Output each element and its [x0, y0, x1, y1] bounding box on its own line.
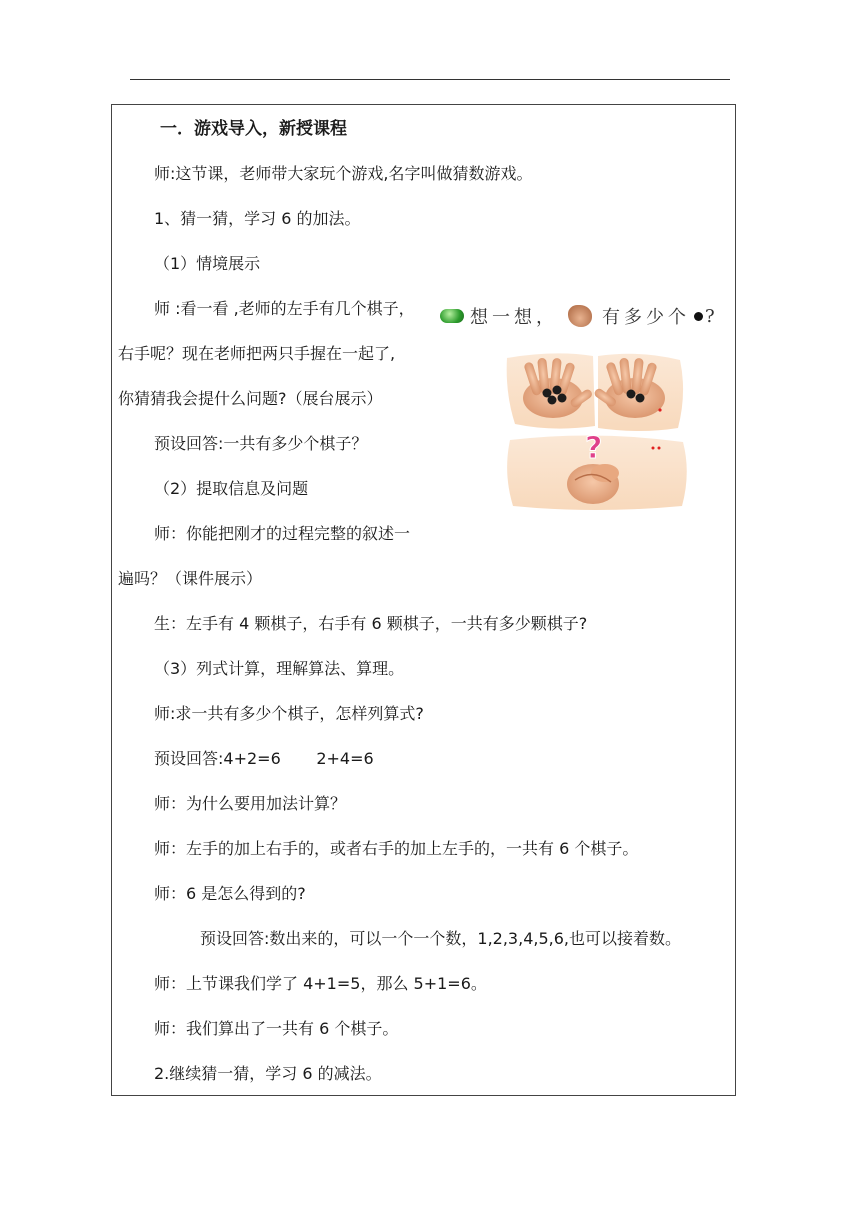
- caption-how-many: 有多少个: [602, 307, 690, 328]
- paragraph: （1）情境展示: [154, 254, 261, 273]
- hands-illustration: [435, 298, 745, 513]
- paragraph: 右手呢？现在老师把两只手握在一起了,: [118, 344, 396, 363]
- chess-piece: [627, 390, 636, 399]
- paragraph: 师:求一共有多少个棋子，怎样列算式?: [154, 704, 424, 723]
- paragraph: 预设回答:4+2=6 2+4=6: [154, 749, 374, 768]
- caption-question: ?: [705, 305, 715, 327]
- paragraph: 生：左手有 4 颗棋子，右手有 6 颗棋子，一共有多少颗棋子?: [154, 614, 588, 633]
- paragraph: 师 :看一看 ,老师的左手有几个棋子，: [154, 299, 415, 318]
- red-dot: [658, 408, 661, 411]
- paragraph: 预设回答:一共有多少个棋子？: [154, 434, 368, 453]
- paragraph: 师：6 是怎么得到的?: [154, 884, 306, 903]
- paragraph: （2）提取信息及问题: [154, 479, 309, 498]
- paragraph: 你猜猜我会提什么问题?（展台展示）: [118, 389, 383, 408]
- chess-piece: [548, 396, 557, 405]
- chess-piece: [558, 394, 567, 403]
- paragraph: 师：上节课我们学了 4+1=5，那么 5+1=6。: [154, 974, 487, 993]
- hands-picture: [435, 298, 745, 513]
- question-mark: ?: [585, 431, 603, 466]
- section-heading: 一．游戏导入，新授课程: [160, 119, 347, 139]
- paragraph: 师：我们算出了一共有 6 个棋子。: [154, 1019, 399, 1038]
- chess-piece: [636, 394, 645, 403]
- paragraph: （3）列式计算，理解算法、算理。: [154, 659, 405, 678]
- header-rule: [130, 79, 730, 80]
- chess-piece: [553, 386, 562, 395]
- paragraph: 遍吗？（课件展示）: [118, 569, 263, 588]
- paragraph: 1、猜一猜，学习 6 的加法。: [154, 209, 361, 228]
- caption-think: 想一想，: [470, 307, 558, 328]
- paragraph: 师：你能把刚才的过程完整的叙述一: [154, 524, 411, 543]
- paragraph: 师:这节课，老师带大家玩个游戏,名字叫做猜数游戏。: [154, 164, 533, 183]
- paragraph: 师：为什么要用加法计算？: [154, 794, 347, 813]
- paragraph: 师：左手的加上右手的，或者右手的加上左手的，一共有 6 个棋子。: [154, 839, 639, 858]
- paragraph: 预设回答:数出来的，可以一个一个数，1,2,3,4,5,6,也可以接着数。: [200, 929, 681, 948]
- paragraph: 2.继续猜一猜，学习 6 的减法。: [154, 1064, 382, 1083]
